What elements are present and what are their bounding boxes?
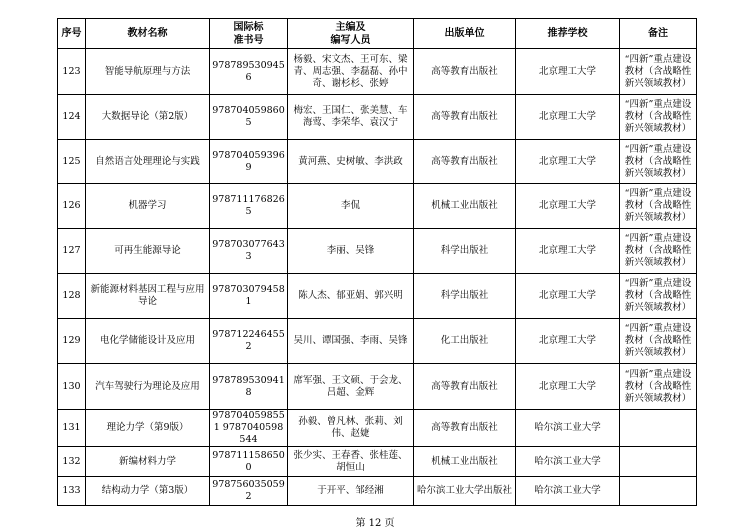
header-note: 备注 xyxy=(620,19,697,49)
table-row xyxy=(58,140,697,184)
table-row xyxy=(58,447,697,477)
cell-authors: 黄河燕、史树敏、李洪政 xyxy=(288,140,414,184)
cell-note: “四新”重点建设教材（含战略性新兴领域教材） xyxy=(620,49,697,95)
cell-num: 131 xyxy=(58,410,86,447)
cell-num: 129 xyxy=(58,319,86,364)
cell-isbn: 9787040598551 9787040598544 xyxy=(210,410,288,447)
cell-isbn: 9787895309456 xyxy=(210,49,288,95)
cell-publisher: 高等教育出版社 xyxy=(414,410,516,447)
cell-note: “四新”重点建设教材（含战略性新兴领域教材） xyxy=(620,274,697,319)
table-row xyxy=(58,274,697,319)
cell-num: 124 xyxy=(58,95,86,140)
cell-isbn: 9787030794581 xyxy=(210,274,288,319)
cell-publisher: 高等教育出版社 xyxy=(414,49,516,95)
cell-num: 128 xyxy=(58,274,86,319)
header-publisher: 出版单位 xyxy=(414,19,516,49)
cell-authors: 梅宏、王国仁、张美慧、车海莺、李荣华、袁汉宁 xyxy=(288,95,414,140)
cell-authors: 于开平、邹经湘 xyxy=(288,477,414,506)
cell-num: 126 xyxy=(58,184,86,229)
cell-num: 125 xyxy=(58,140,86,184)
header-authors-line1: 主编及 xyxy=(335,21,366,33)
cell-name: 大数据导论（第2版） xyxy=(86,95,210,140)
cell-name: 自然语言处理理论与实践 xyxy=(86,140,210,184)
cell-isbn: 9787040598605 xyxy=(210,95,288,140)
cell-note: “四新”重点建设教材（含战略性新兴领域教材） xyxy=(620,364,697,410)
cell-publisher: 机械工业出版社 xyxy=(414,184,516,229)
header-isbn-line2: 准书号 xyxy=(233,34,264,46)
header-school: 推荐学校 xyxy=(516,19,620,49)
cell-authors: 杨毅、宋文杰、王可东、梁青、周志强、李磊磊、孙中奇、谢杉杉、张婷 xyxy=(288,49,414,95)
cell-school: 北京理工大学 xyxy=(516,95,620,140)
cell-num: 130 xyxy=(58,364,86,410)
cell-school: 哈尔滨工业大学 xyxy=(516,447,620,477)
cell-authors: 吴川、谭国强、李雨、吴锋 xyxy=(288,319,414,364)
table-row xyxy=(58,477,697,506)
header-isbn-line1: 国际标 xyxy=(233,21,264,33)
cell-name: 机器学习 xyxy=(86,184,210,229)
cell-note xyxy=(620,410,697,447)
table-row xyxy=(58,229,697,274)
cell-school: 北京理工大学 xyxy=(516,140,620,184)
cell-school: 北京理工大学 xyxy=(516,274,620,319)
table-row xyxy=(58,95,697,140)
cell-num: 133 xyxy=(58,477,86,506)
cell-authors: 孙毅、曾凡林、张莉、刘伟、赵婕 xyxy=(288,410,414,447)
cell-name: 新能源材料基因工程与应用导论 xyxy=(86,274,210,319)
cell-note: “四新”重点建设教材（含战略性新兴领域教材） xyxy=(620,319,697,364)
cell-authors: 李丽、吴锋 xyxy=(288,229,414,274)
cell-publisher: 高等教育出版社 xyxy=(414,95,516,140)
header-num: 序号 xyxy=(58,19,86,49)
cell-authors: 席军强、王文硕、于会龙、吕超、金辉 xyxy=(288,364,414,410)
cell-school: 哈尔滨工业大学 xyxy=(516,410,620,447)
cell-school: 北京理工大学 xyxy=(516,319,620,364)
cell-num: 127 xyxy=(58,229,86,274)
header-authors xyxy=(288,19,414,49)
cell-school: 北京理工大学 xyxy=(516,184,620,229)
cell-authors: 李侃 xyxy=(288,184,414,229)
header-isbn xyxy=(210,19,288,49)
cell-note: “四新”重点建设教材（含战略性新兴领域教材） xyxy=(620,229,697,274)
table-row xyxy=(58,319,697,364)
cell-note: “四新”重点建设教材（含战略性新兴领域教材） xyxy=(620,95,697,140)
cell-name: 结构动力学（第3版） xyxy=(86,477,210,506)
textbook-table xyxy=(57,18,697,506)
cell-num: 123 xyxy=(58,49,86,95)
cell-isbn: 9787122464552 xyxy=(210,319,288,364)
header-row xyxy=(58,19,697,49)
cell-note: “四新”重点建设教材（含战略性新兴领域教材） xyxy=(620,184,697,229)
cell-name: 理论力学（第9版） xyxy=(86,410,210,447)
cell-publisher: 机械工业出版社 xyxy=(414,447,516,477)
cell-isbn: 9787111768265 xyxy=(210,184,288,229)
cell-name: 汽车驾驶行为理论及应用 xyxy=(86,364,210,410)
cell-name: 可再生能源导论 xyxy=(86,229,210,274)
cell-school: 哈尔滨工业大学 xyxy=(516,477,620,506)
table-row xyxy=(58,364,697,410)
cell-authors: 张少实、王春香、张桂莲、胡恒山 xyxy=(288,447,414,477)
cell-note: “四新”重点建设教材（含战略性新兴领域教材） xyxy=(620,140,697,184)
cell-name: 电化学储能设计及应用 xyxy=(86,319,210,364)
table-row xyxy=(58,49,697,95)
cell-note xyxy=(620,447,697,477)
cell-school: 北京理工大学 xyxy=(516,49,620,95)
cell-authors: 陈人杰、郁亚娟、郭兴明 xyxy=(288,274,414,319)
cell-publisher: 化工出版社 xyxy=(414,319,516,364)
cell-name: 智能导航原理与方法 xyxy=(86,49,210,95)
cell-name: 新编材料力学 xyxy=(86,447,210,477)
cell-isbn: 9787560350592 xyxy=(210,477,288,506)
cell-school: 北京理工大学 xyxy=(516,229,620,274)
cell-note xyxy=(620,477,697,506)
cell-isbn: 9787030776433 xyxy=(210,229,288,274)
cell-publisher: 科学出版社 xyxy=(414,274,516,319)
cell-isbn: 9787040593969 xyxy=(210,140,288,184)
cell-publisher: 科学出版社 xyxy=(414,229,516,274)
table-row xyxy=(58,410,697,447)
cell-isbn: 9787895309418 xyxy=(210,364,288,410)
page-footer: 第 12 页 xyxy=(355,518,395,529)
header-authors-line2: 编写人员 xyxy=(330,34,371,46)
table-row xyxy=(58,184,697,229)
cell-school: 北京理工大学 xyxy=(516,364,620,410)
cell-publisher: 高等教育出版社 xyxy=(414,140,516,184)
header-name: 教材名称 xyxy=(86,19,210,49)
cell-isbn: 9787111586500 xyxy=(210,447,288,477)
cell-publisher: 高等教育出版社 xyxy=(414,364,516,410)
cell-num: 132 xyxy=(58,447,86,477)
cell-publisher: 哈尔滨工业大学出版社 xyxy=(414,477,516,506)
